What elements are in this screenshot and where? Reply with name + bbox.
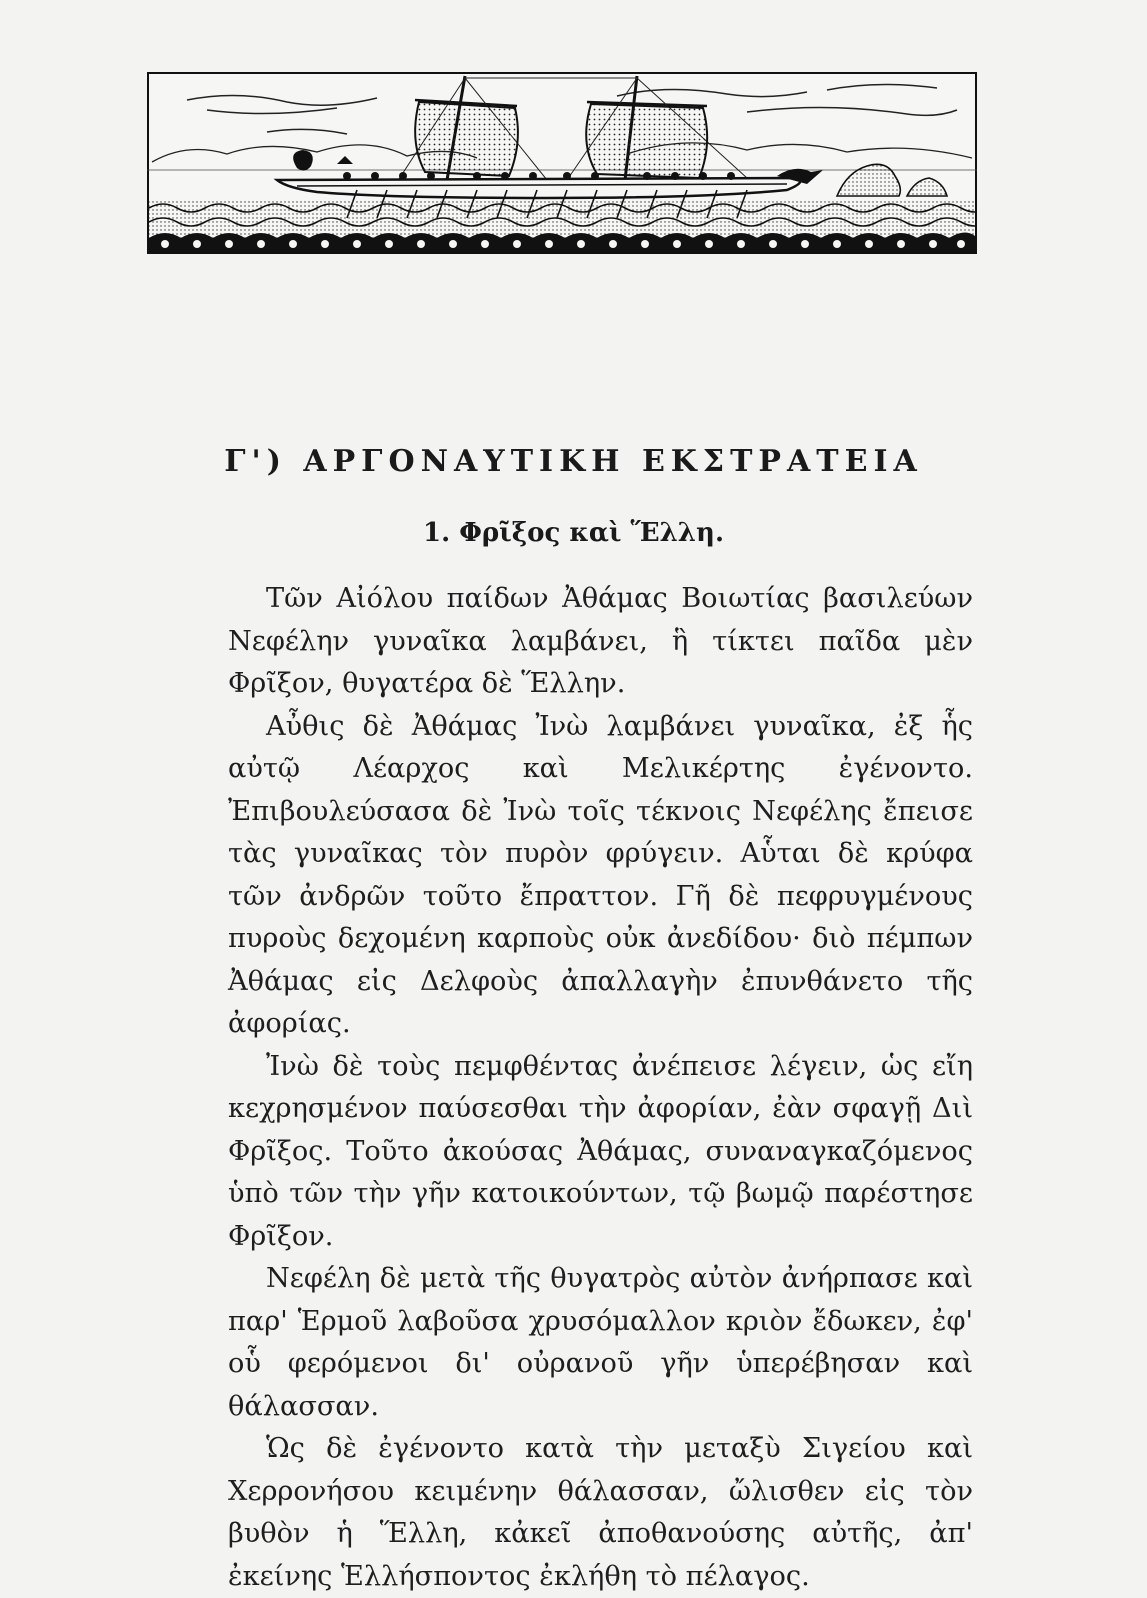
argo-ship-illustration [147,72,977,254]
paragraph: Τῶν Αἰόλου παίδων Ἀθάμας Βοιωτίας βασιλεύων Νεφέλην γυναῖκα λαμβάνει, ἣ τίκτει παῖδα μὲν Φρῖξον, θυγατέρα δὲ Ἕλλην. [228,583,973,699]
chapter-heading: Γ') ΑΡΓΟΝΑΥΤΙΚΗ ΕΚΣΤΡΑΤΕΙΑ [224,444,923,479]
paragraph: Ἰνὼ δὲ τοὺς πεμφθέντας ἀνέπεισε λέγειν, ὡς εἴη κεχρησμένον παύσεσθαι τὴν ἀφορίαν, ἐὰν σφαγῇ Διὶ Φρῖξος. Τοῦτο ἀκούσας Ἀθάμας, συναναγκαζόμενος ὑπὸ τῶν τὴν γῆν κατοικούντων, τῷ βωμῷ παρέστησε Φρῖξον. [228,1050,973,1252]
paragraph: Ὡς δὲ ἐγένοντο κατὰ τὴν μεταξὺ Σιγείου καὶ Χερρονήσου κειμένην θάλασσαν, ὤλισθεν εἰς τὸν βυθὸν ἡ Ἕλλη, κἀκεῖ ἀποθανούσης αὐτῆς, ἀπ' ἐκείνης Ἑλλήσποντος ἐκλήθη τὸ πέλαγος. [228,1433,973,1592]
paragraph: Νεφέλη δὲ μετὰ τῆς θυγατρὸς αὐτὸν ἀνήρπασε καὶ παρ' Ἑρμοῦ λαβοῦσα χρυσόμαλλον κριὸν ἔδωκεν, ἐφ' οὗ φερόμενοι δι' οὐρανοῦ γῆν ὑπερέβησαν καὶ θάλασσαν. [228,1263,973,1422]
body-text [228,578,973,1598]
section-heading: 1. Φρῖξος καὶ Ἕλλη. [423,518,724,548]
ship-engraving-icon [147,72,977,254]
paragraph: Αὖθις δὲ Ἀθάμας Ἰνὼ λαμβάνει γυναῖκα, ἐξ ἧς αὐτῷ Λέαρχος καὶ Μελικέρτης ἐγένοντο. Ἐπιβουλεύσασα δὲ Ἰνὼ τοῖς τέκνοις Νεφέλης ἔπεισε τὰς γυναῖκας τὸν πυρὸν φρύγειν. Αὗται δὲ κρύφα τῶν ἀνδρῶν τοῦτο ἔπραττον. Γῆ δὲ πεφρυγμένους πυροὺς δεχομένη καρποὺς οὐκ ἀνεδίδου· διὸ πέμπων Ἀθάμας εἰς Δελφοὺς ἀπαλλαγὴν ἐπυνθάνετο τῆς ἀφορίας. [228,710,973,1039]
